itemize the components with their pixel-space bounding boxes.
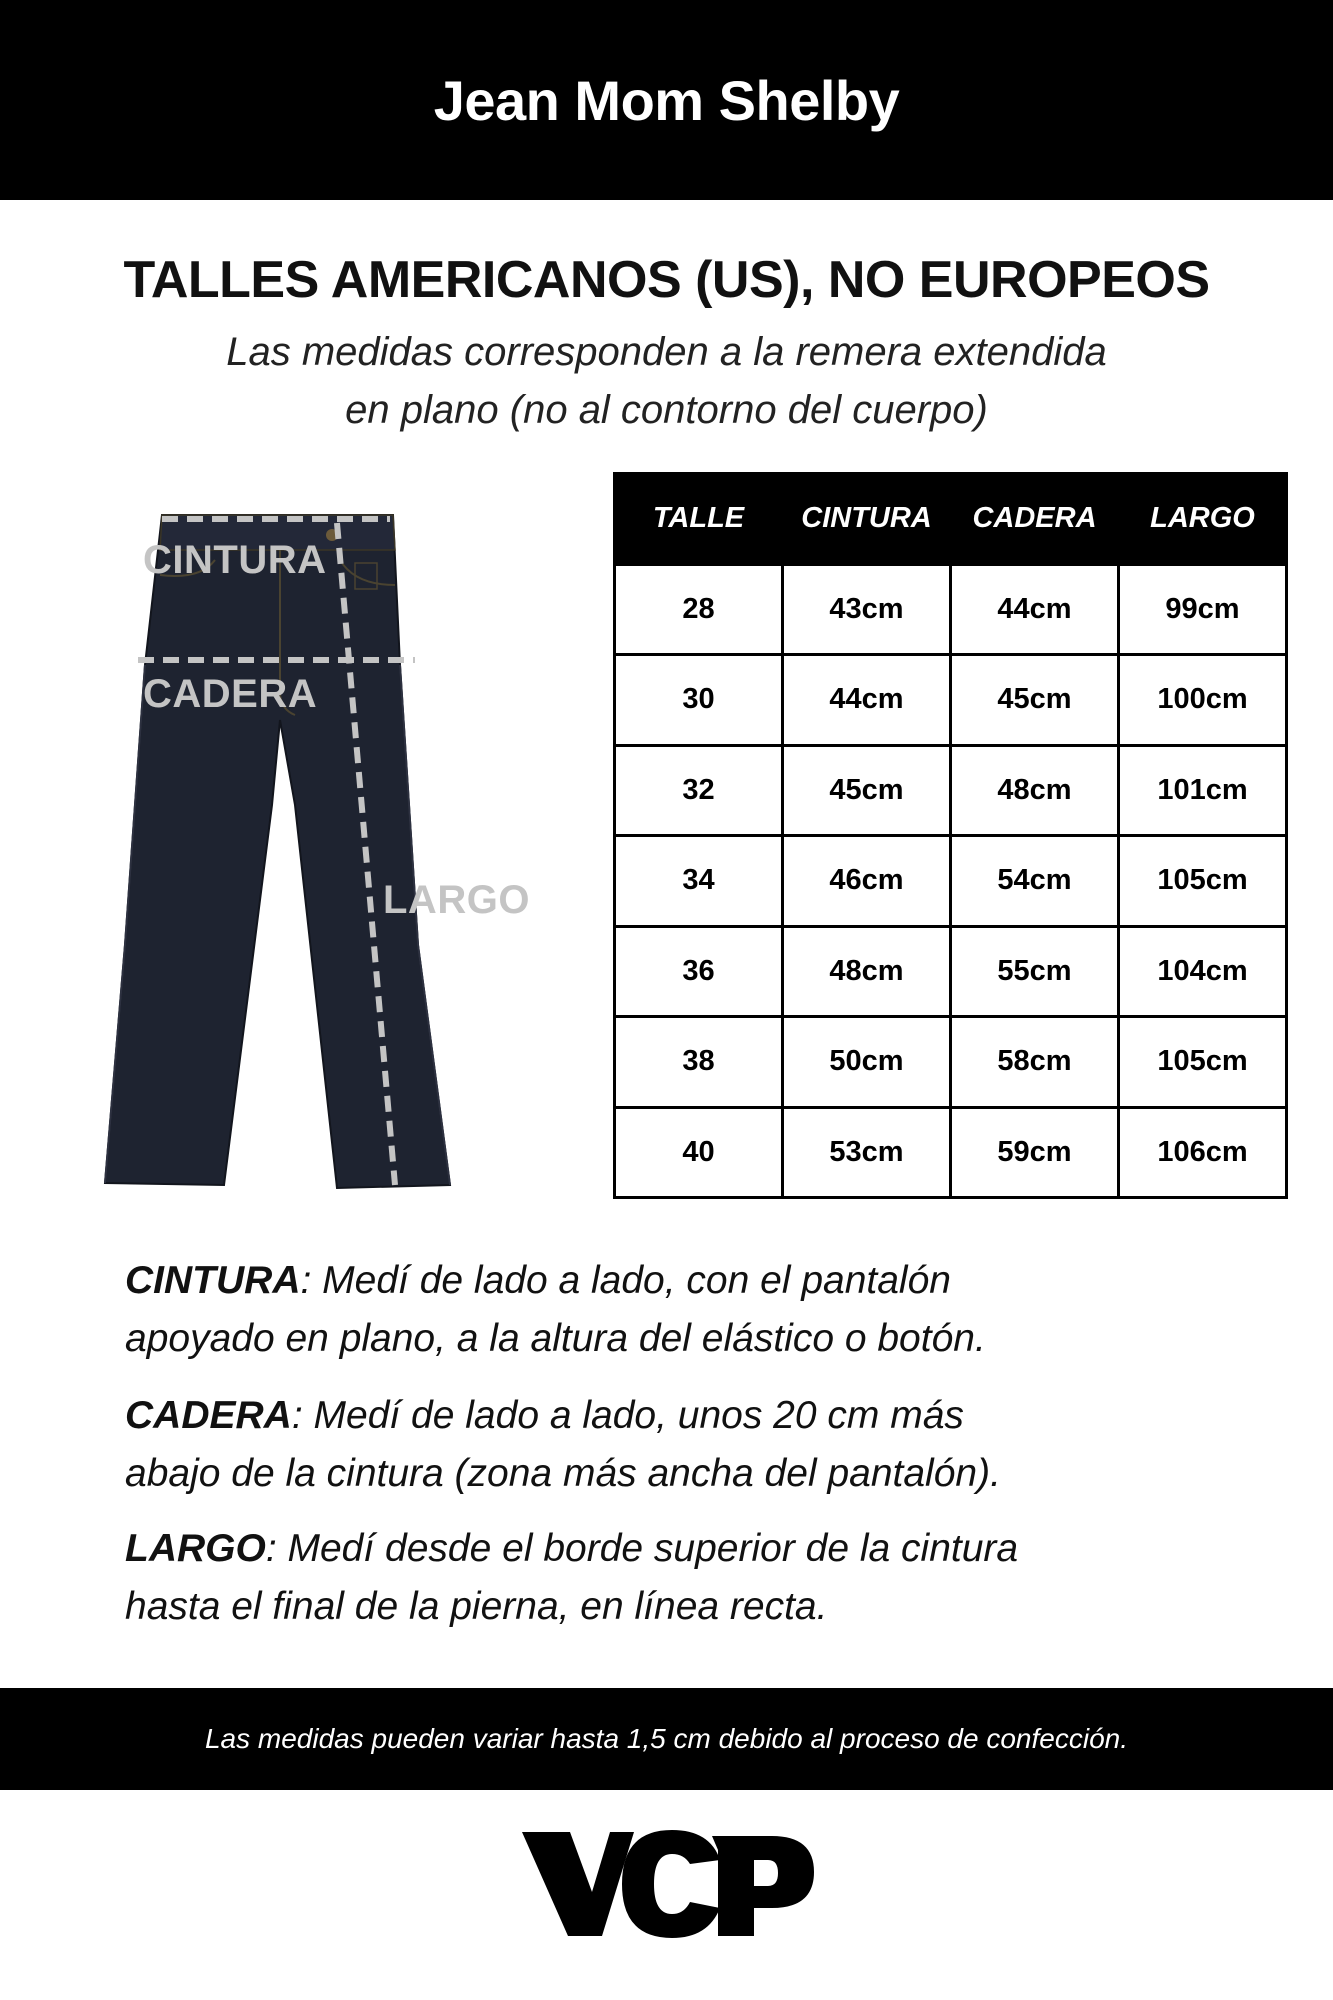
cell-largo: 100cm — [1119, 655, 1287, 746]
cell-cadera: 58cm — [951, 1017, 1119, 1108]
cell-talle: 40 — [615, 1107, 783, 1198]
cell-talle: 30 — [615, 655, 783, 746]
largo-description — [125, 1520, 1255, 1636]
cell-cintura: 44cm — [783, 655, 951, 746]
header-cintura: CINTURA — [783, 474, 951, 565]
cell-talle: 28 — [615, 564, 783, 655]
cell-talle: 34 — [615, 836, 783, 927]
cadera-text-1: : Medí de lado a lado, unos 20 cm más — [291, 1394, 964, 1437]
table-row — [615, 745, 1287, 836]
subtitle-line-1: Las medidas corresponden a la remera extendida — [226, 330, 1107, 374]
header-cadera: CADERA — [951, 474, 1119, 565]
largo-description-line-1 — [125, 1520, 1255, 1578]
cell-cintura: 48cm — [783, 926, 951, 1017]
table-row — [615, 1017, 1287, 1108]
jeans-body — [105, 515, 450, 1188]
header-bar — [0, 0, 1333, 200]
cell-largo: 101cm — [1119, 745, 1287, 836]
cell-talle: 32 — [615, 745, 783, 836]
jeans-measurement-diagram — [100, 505, 550, 1205]
cell-cintura: 46cm — [783, 836, 951, 927]
cell-cintura: 53cm — [783, 1107, 951, 1198]
cadera-term: CADERA — [125, 1394, 292, 1437]
cadera-description-line-1 — [125, 1387, 1255, 1445]
cintura-text-1: : Medí de lado a lado, con el pantalón — [300, 1259, 951, 1302]
cell-talle: 36 — [615, 926, 783, 1017]
logo-letter-v — [522, 1832, 634, 1936]
largo-term: LARGO — [125, 1527, 266, 1570]
cintura-term: CINTURA — [125, 1259, 301, 1302]
cintura-diagram-label: CINTURA — [143, 538, 327, 582]
largo-text-2: hasta el final de la pierna, en línea recta. — [125, 1585, 828, 1628]
cintura-description — [125, 1252, 1255, 1368]
table-row — [615, 926, 1287, 1017]
header-largo: LARGO — [1119, 474, 1287, 565]
table-row — [615, 836, 1287, 927]
cell-cadera: 54cm — [951, 836, 1119, 927]
size-system-heading: TALLES AMERICANOS (US), NO EUROPEOS — [123, 251, 1210, 309]
cell-cadera: 45cm — [951, 655, 1119, 746]
subtitle-line-2: en plano (no al contorno del cuerpo) — [345, 388, 988, 432]
cell-largo: 106cm — [1119, 1107, 1287, 1198]
cadera-text-2: abajo de la cintura (zona más ancha del pantalón). — [125, 1452, 1001, 1495]
logo-letter-p — [712, 1836, 814, 1936]
vcp-logo — [522, 1830, 814, 1940]
table-header-row — [615, 474, 1287, 565]
cintura-text-2: apoyado en plano, a la altura del elástico o botón. — [125, 1317, 986, 1360]
cell-largo: 105cm — [1119, 1017, 1287, 1108]
cadera-diagram-label: CADERA — [143, 672, 318, 716]
table-row — [615, 564, 1287, 655]
cadera-description — [125, 1387, 1255, 1503]
cell-cintura: 50cm — [783, 1017, 951, 1108]
cell-largo: 105cm — [1119, 836, 1287, 927]
logo-letter-c — [622, 1830, 720, 1938]
cell-cadera: 44cm — [951, 564, 1119, 655]
header-talle: TALLE — [615, 474, 783, 565]
largo-text-1: : Medí desde el borde superior de la cintura — [265, 1527, 1019, 1570]
cell-cadera: 55cm — [951, 926, 1119, 1017]
size-table — [613, 472, 1288, 1199]
largo-diagram-label: LARGO — [383, 878, 530, 922]
table-row — [615, 655, 1287, 746]
cell-cintura: 43cm — [783, 564, 951, 655]
cintura-description-line-1 — [125, 1252, 1255, 1310]
footer-bar — [0, 1688, 1333, 1790]
tolerance-note: Las medidas pueden variar hasta 1,5 cm debido al proceso de confección. — [204, 1723, 1128, 1754]
cell-cintura: 45cm — [783, 745, 951, 836]
table-row — [615, 1107, 1287, 1198]
cell-largo: 104cm — [1119, 926, 1287, 1017]
product-title: Jean Mom Shelby — [433, 68, 900, 132]
cell-talle: 38 — [615, 1017, 783, 1108]
cell-cadera: 48cm — [951, 745, 1119, 836]
cell-largo: 99cm — [1119, 564, 1287, 655]
cell-cadera: 59cm — [951, 1107, 1119, 1198]
